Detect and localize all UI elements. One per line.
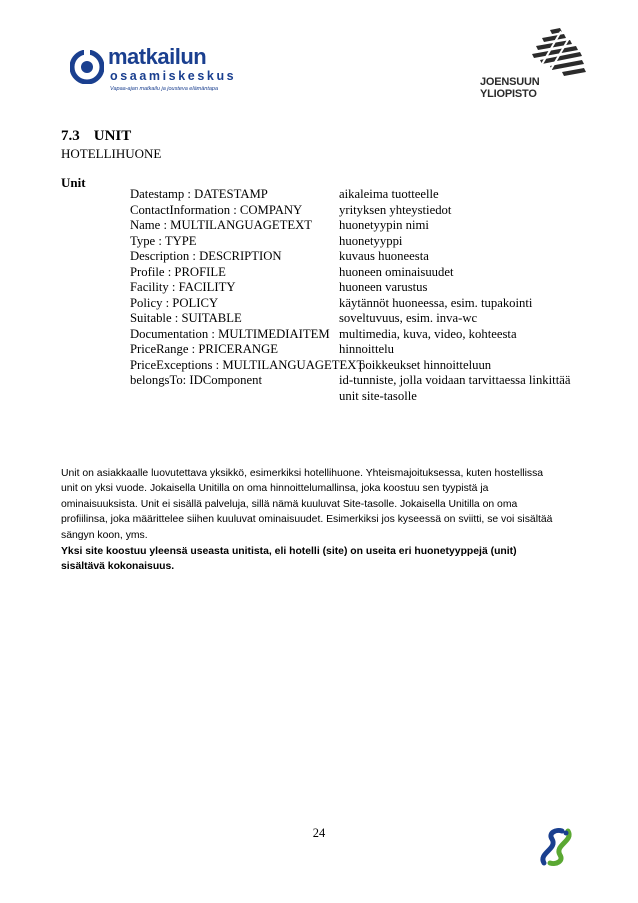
attribute-key: Name : MULTILANGUAGETEXT [130,218,313,232]
attribute-description-continued: unit site-tasolle [339,388,417,403]
paragraph-line: profiilinsa, joka määrittelee siihen kuuluvat ominaisuudet. Esimerkiksi jos kyseessä on sviitti, se voi sisältää [61,514,553,526]
joensuun-yliopisto-logo [480,28,590,103]
attribute-description: huonetyyppi [339,233,403,248]
attribute-list [130,187,590,404]
attribute-description: aikaleima tuotteelle [339,187,439,201]
logo-brand-line2: osaamiskeskus [110,69,237,83]
attribute-row [130,358,590,374]
attribute-row [130,187,590,203]
attribute-description: id-tunniste, jolla voidaan tarvittaessa linkittää [339,373,571,387]
attribute-row [130,311,590,327]
attribute-key: PriceRange : PRICERANGE [130,342,279,356]
attribute-key: Suitable : SUITABLE [130,311,242,325]
attribute-row [130,373,590,404]
attribute-key: Documentation : MULTIMEDIAITEM [130,326,330,341]
attribute-row [130,265,590,281]
body-paragraph [61,466,591,543]
attribute-row [130,342,590,358]
section-number: 7.3 [61,128,80,144]
attribute-description: käytännöt huoneessa, esim. tupakointi [339,295,533,310]
attribute-key: Description : DESCRIPTION [130,249,282,263]
attribute-description: kuvaus huoneesta [339,249,429,263]
section-title: UNIT [93,128,132,144]
page-number: 24 [312,826,326,840]
section-subtitle: HOTELLIHUONE [61,146,162,161]
attribute-row [130,234,590,250]
attribute-description: multimedia, kuva, video, kohteesta [339,326,517,341]
logo-tagline: Vapaa-ajan matkailu ja jousteva elämäntapa [110,86,219,92]
attribute-key: PriceExceptions : MULTILANGUAGETEXT [130,357,365,372]
section-heading [61,128,131,145]
attribute-description: huonetyypin nimi [339,218,429,232]
attribute-description: soveltuvuus, esim. inva-wc [339,311,478,325]
attribute-key: Profile : PROFILE [130,264,226,279]
mok-logo-icon [70,50,104,84]
paragraph-line: unit on yksi vuode. Jokaisella Unitilla on oma hinnoittelumallinsa, joka koostuu sen tyypistä ja [61,483,489,495]
attribute-description: yrityksen yhteystiedot [339,202,452,217]
attribute-key: ContactInformation : COMPANY [130,202,303,217]
paragraph-line: sängyn koon, yms. [61,529,148,541]
attribute-row [130,218,590,234]
paragraph-line: ominaisuuksista. Unit ei sisällä palveluja, sillä nämä kuuluvat Site-tasolle. Jokaisella Unitilla on oma [61,498,518,510]
university-name-line2: YLIOPISTO [480,88,537,100]
attribute-row [130,249,590,265]
paragraph-line: Yksi site koostuu yleensä useasta unitista, eli hotelli (site) on useita eri huonetyyppejä (unit) [61,546,517,557]
attribute-row [130,280,590,296]
attribute-row [130,296,590,312]
attribute-description: poikkeukset hinnoitteluun [359,357,492,372]
matkailun-osaamiskeskus-logo [70,42,250,97]
attribute-key: belongsTo: IDComponent [130,373,262,387]
summary-paragraph [61,544,591,575]
paragraph-line: sisältävä kokonaisuus. [61,561,175,573]
attribute-key: Policy : POLICY [130,295,219,310]
logo-brand-line1: matkailun [108,44,207,69]
attribute-description: hinnoittelu [339,342,394,356]
attribute-description: huoneen ominaisuudet [339,264,454,279]
attribute-row [130,203,590,219]
footer-helix-logo-icon [536,827,576,867]
paragraph-line: Unit on asiakkaalle luovutettava yksikkö, esimerkiksi hotellihuone. Yhteismajoituksessa, kuten hostellissa [61,468,544,479]
attribute-key: Type : TYPE [130,233,197,248]
attribute-description: huoneen varustus [339,280,428,294]
attribute-key: Facility : FACILITY [130,280,236,294]
attribute-key: Datestamp : DATESTAMP [130,187,268,201]
university-name-line1: JOENSUUN [480,76,540,88]
attribute-row [130,327,590,343]
university-emblem-icon [520,28,590,76]
entity-label: Unit [61,175,86,190]
